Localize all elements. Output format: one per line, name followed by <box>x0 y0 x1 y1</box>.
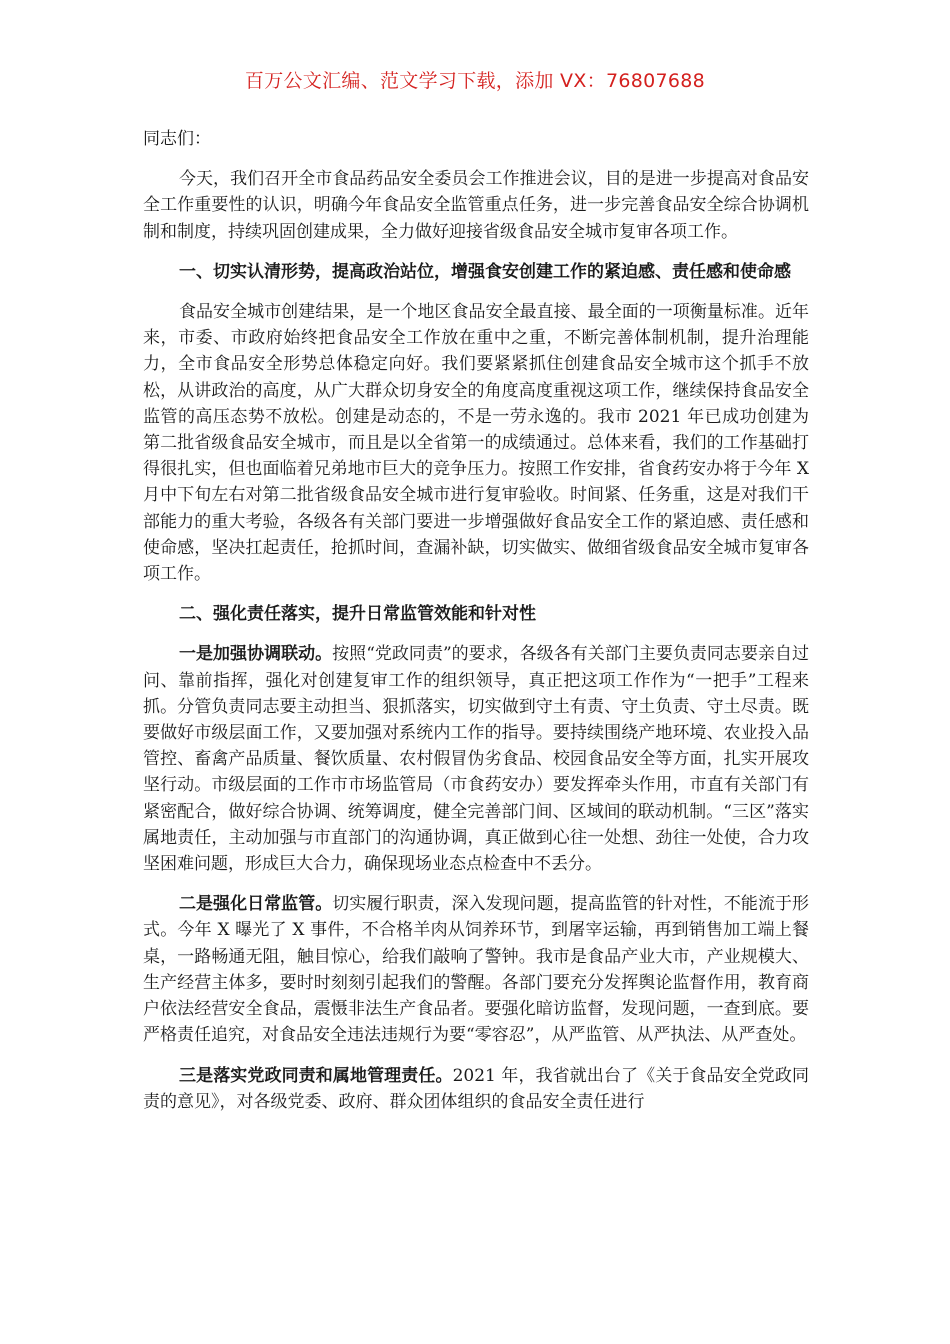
item-1-lead: 一是加强协调联动。 <box>179 644 333 665</box>
item-2-body: 切实履行职责，深入发现问题，提高监管的针对性，不能流于形式。今年 X 曝光了 X 事件，不合格羊肉从饲养环节，到屠宰运输，再到销售加工端上餐桌，一路畅通无阻，触目惊心，给我们敲响了警钟。我市是食品产业大市，产业规模大、生产经营主体多，要时时刻刻引起我们的警醒。各部门要充分发挥舆论监督作用，教育商户依法经营安全食品，震慑非法生产食品者。要强化暗访监督，发现问题，一查到底。要严格责任追究，对食品安全违法违规行为要“零容忍”，从严监管、从严执法、从严查处。 <box>143 894 809 1046</box>
item-3-body: 2021 年，我省就出台了《关于食品安全党政同责的意见》，对各级党委、政府、群众团体组织的食品安全责任进行 <box>143 1065 810 1112</box>
item-3-lead: 三是落实党政同责和属地管理责任。 <box>179 1065 453 1086</box>
item-1-body: 按照“党政同责”的要求，各级各有关部门主要负责同志要亲自过问、靠前指挥，强化对创建复审工作的组织领导，真正把这项工作作为“一把手”工程来抓。分管负责同志要主动担当、狠抓落实，切实做到守土有责、守土负责、守土尽责。既要做好市级层面工作，又要加强对系统内工作的指导。要持续围绕产地环境、农业投入品管控、畜禽产品质量、餐饮质量、农村假冒伪劣食品、校园食品安全等方面，扎实开展攻坚行动。市级层面的工作市市场监管局（市食药安办）要发挥牵头作用，市直有关部门有紧密配合，做好综合协调、统筹调度，健全完善部门间、区域间的联动机制。“三区”落实属地责任，主动加强与市直部门的沟通协调，真正做到心往一处想、劲往一处使，合力攻坚困难问题，形成巨大合力，确保现场业态点检查中不丢分。 <box>143 644 809 875</box>
item-2-lead: 二是强化日常监管。 <box>179 894 333 915</box>
item-2-paragraph <box>143 891 809 1048</box>
intro-paragraph: 今天，我们召开全市食品药品安全委员会工作推进会议，目的是进一步提高对食品安全工作重要性的认识，明确今年食品安全监管重点任务，进一步完善食品安全综合协调机制和制度，持续巩固创建成果，全力做好迎接省级食品安全城市复审各项工作。 <box>143 169 809 242</box>
section-1-paragraph: 食品安全城市创建结果，是一个地区食品安全最直接、最全面的一项衡量标准。近年来，市委、市政府始终把食品安全工作放在重中之重，不断完善体制机制，提升治理能力，全市食品安全形势总体稳定向好。我们要紧紧抓住创建食品安全城市这个抓手不放松，从讲政治的高度，从广大群众切身安全的角度高度重视这项工作，继续保持食品安全监管的高压态势不放松。创建是动态的，不是一劳永逸的。我市 2021 年已成功创建为第二批省级食品安全城市，而且是以全省第一的成绩通过。总体来看，我们的工作基础打得很扎实，但也面临着兄弟地市巨大的竞争压力。按照工作安排，省食药安办将于今年 X 月中下旬左右对第二批省级食品安全城市进行复审验收。时间紧、任务重，这是对我们干部能力的重大考验，各级各有关部门要进一步增强做好食品安全工作的紧迫感、责任感和使命感，坚决扛起责任，抢抓时间，查漏补缺，切实做实、做细省级食品安全城市复审各项工作。 <box>143 302 809 585</box>
section-2-heading: 二、强化责任落实，提升日常监管效能和针对性 <box>179 604 536 625</box>
document-body <box>143 126 809 1129</box>
promo-header: 百万公文汇编、范文学习下载，添加 VX：76807688 <box>244 70 706 92</box>
greeting: 同志们： <box>143 129 211 149</box>
item-3-paragraph <box>143 1063 809 1115</box>
section-1-heading: 一、切实认清形势，提高政治站位，增强食安创建工作的紧迫感、责任感和使命感 <box>179 261 791 282</box>
item-1-paragraph <box>143 641 809 877</box>
